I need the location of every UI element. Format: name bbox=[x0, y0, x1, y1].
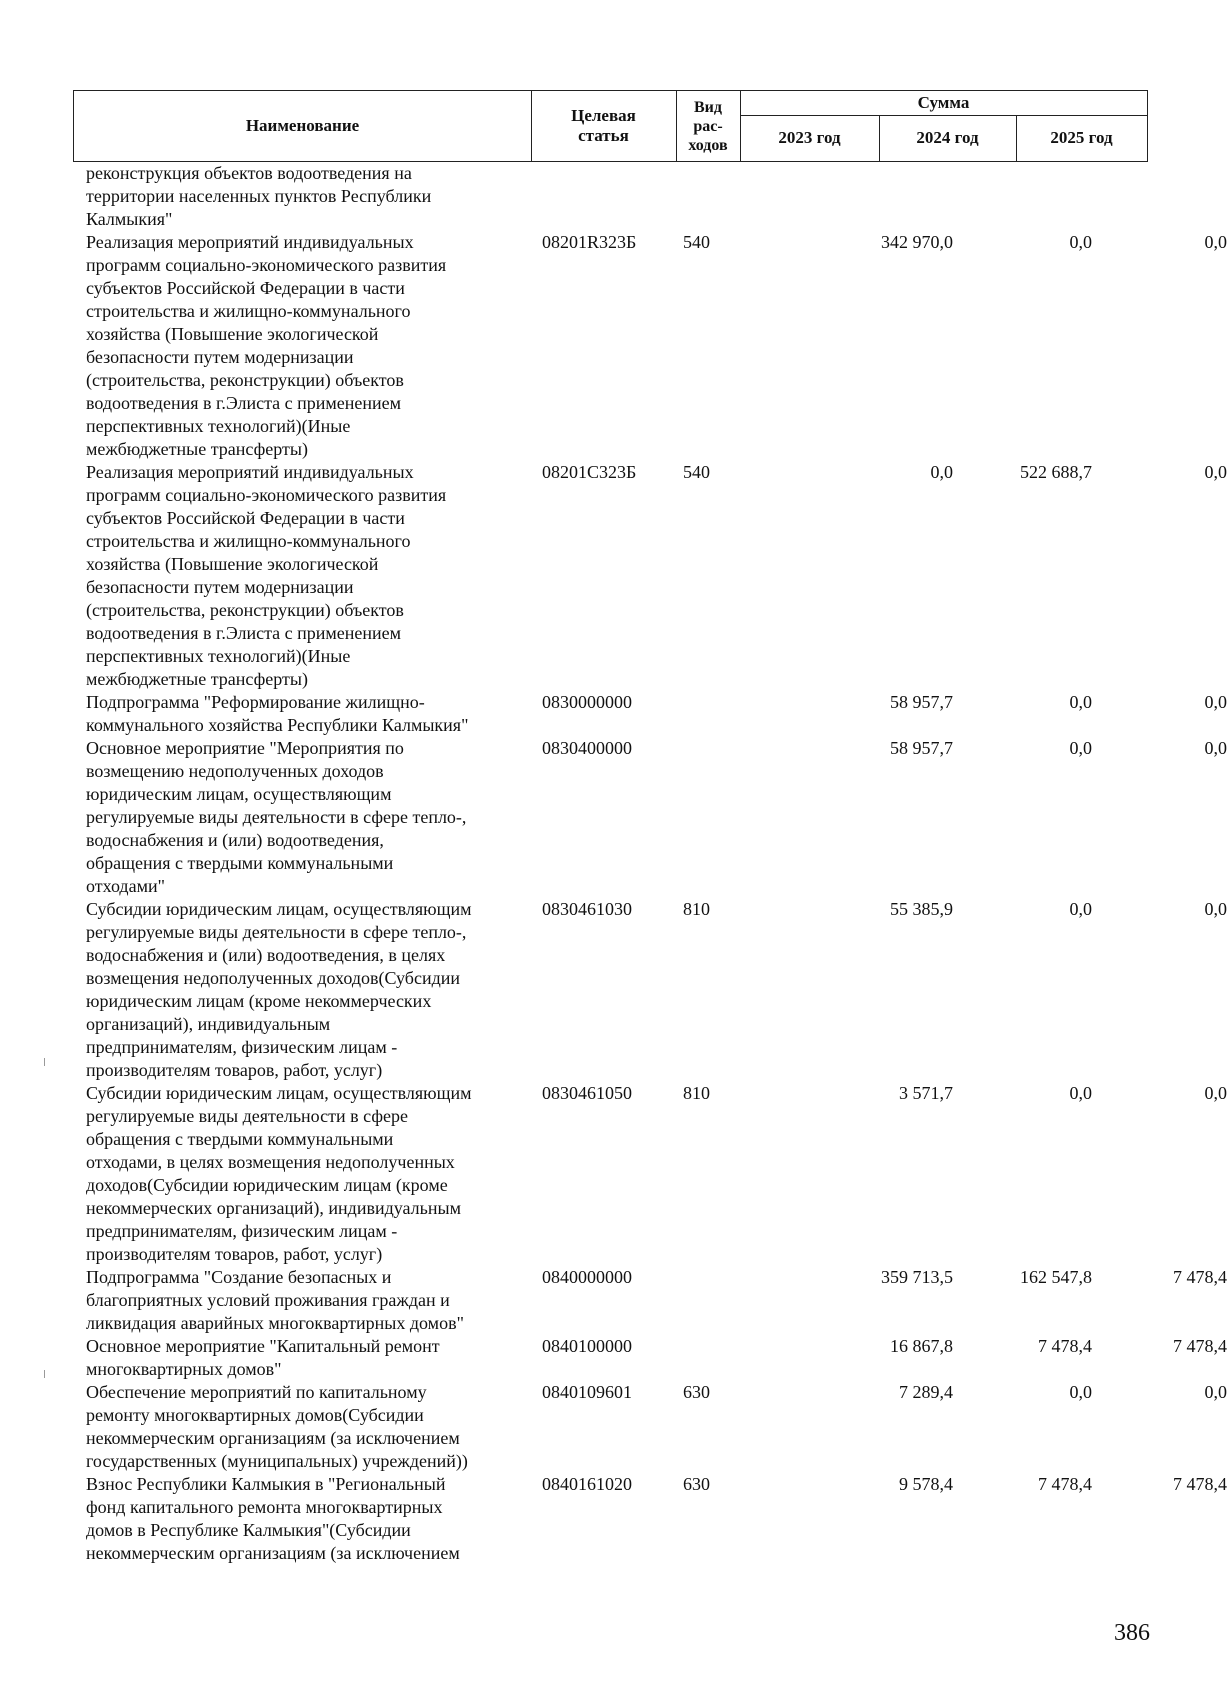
row-name: Субсидии юридическим лицам, осуществляющим регулируемые виды деятельности в сфере тепло-, водоснабжения и (или) водоотведения, в целях возмещения недополученных доходов(Субсидии юридическим лицам (кроме некоммерческих организаций), индивидуальным предпринимателям, физическим лицам - производителям товаров, работ, услуг) bbox=[86, 899, 472, 1080]
row-name: Реализация мероприятий индивидуальных программ социально-экономического развития субъектов Российской Федерации в части строительства и жилищно-коммунального хозяйства (Повышение экологической безопасности путем модернизации (строительства, реконструкции) объектов водоотведения в г.Элиста с применением перспективных технологий)(Иные межбюджетные трансферты) bbox=[86, 462, 447, 689]
row-code: 08201С323Б bbox=[542, 462, 637, 482]
row-2023: 0,0 bbox=[930, 462, 953, 482]
row-name: Основное мероприятие "Мероприятия по возмещению недополученных доходов юридическим лицам, осуществляющим регулируемые виды деятельности в сфере тепло-, водоснабжения и (или) водоотведения, обращения с твердыми коммунальными отходами" bbox=[86, 738, 467, 896]
table-row bbox=[86, 691, 1227, 737]
row-2023: 55 385,9 bbox=[890, 899, 953, 919]
row-name: Субсидии юридическим лицам, осуществляющим регулируемые виды деятельности в сфере обращения с твердыми коммунальными отходами, в целях возмещения недополученных доходов(Субсидии юридическим лицам (кроме некоммерческих организаций), индивидуальным предпринимателям, физическим лицам - производителям товаров, работ, услуг) bbox=[86, 1083, 472, 1264]
header-code: Целевая статья bbox=[571, 106, 636, 145]
row-code: 0830400000 bbox=[542, 738, 632, 758]
row-2024: 0,0 bbox=[1069, 692, 1092, 712]
table-row bbox=[86, 898, 1227, 1082]
row-2024: 0,0 bbox=[1069, 232, 1092, 252]
header-2024: 2024 год bbox=[916, 128, 979, 147]
row-code: 0830000000 bbox=[542, 692, 632, 712]
row-2023: 58 957,7 bbox=[890, 738, 953, 758]
scan-mark bbox=[44, 1058, 45, 1066]
header-2025: 2025 год bbox=[1050, 128, 1113, 147]
header-vid: Вид рас- ходов bbox=[688, 98, 728, 154]
row-2024: 7 478,4 bbox=[1038, 1336, 1092, 1356]
row-vid: 630 bbox=[683, 1474, 710, 1494]
row-2023: 58 957,7 bbox=[890, 692, 953, 712]
row-code: 0840100000 bbox=[542, 1336, 632, 1356]
table-row bbox=[86, 1335, 1227, 1381]
row-2023: 3 571,7 bbox=[899, 1083, 953, 1103]
page-number: 386 bbox=[1114, 1620, 1150, 1646]
row-2025: 0,0 bbox=[1204, 1083, 1227, 1103]
row-name: Обеспечение мероприятий по капитальному ремонту многоквартирных домов(Субсидии некоммерческим организациям (за исключением государственных (муниципальных) учреждений)) bbox=[86, 1382, 468, 1471]
row-2024: 0,0 bbox=[1069, 1083, 1092, 1103]
header-2023: 2023 год bbox=[778, 128, 841, 147]
row-2025: 0,0 bbox=[1204, 1382, 1227, 1402]
row-vid: 540 bbox=[683, 232, 710, 252]
header-sum: Сумма bbox=[917, 93, 970, 112]
row-2025: 0,0 bbox=[1204, 692, 1227, 712]
row-name: Реализация мероприятий индивидуальных программ социально-экономического развития субъектов Российской Федерации в части строительства и жилищно-коммунального хозяйства (Повышение экологической безопасности путем модернизации (строительства, реконструкции) объектов водоотведения в г.Элиста с применением перспективных технологий)(Иные межбюджетные трансферты) bbox=[86, 232, 447, 459]
table-row bbox=[86, 1082, 1227, 1266]
row-2025: 0,0 bbox=[1204, 899, 1227, 919]
row-2025: 7 478,4 bbox=[1173, 1267, 1227, 1287]
table-row bbox=[86, 162, 1166, 231]
row-name: Основное мероприятие "Капитальный ремонт многоквартирных домов" bbox=[86, 1336, 440, 1379]
table-row bbox=[86, 737, 1227, 898]
row-2025: 0,0 bbox=[1204, 232, 1227, 252]
row-code: 0840161020 bbox=[542, 1474, 632, 1494]
row-2024: 0,0 bbox=[1069, 899, 1092, 919]
row-2023: 359 713,5 bbox=[881, 1267, 953, 1287]
row-2024: 522 688,7 bbox=[1020, 462, 1092, 482]
row-2024: 7 478,4 bbox=[1038, 1474, 1092, 1494]
row-2024: 162 547,8 bbox=[1020, 1267, 1092, 1287]
row-name: Взнос Республики Калмыкия в "Региональный фонд капитального ремонта многоквартирных домов в Республике Калмыкия"(Субсидии некоммерческим организациям (за исключением bbox=[86, 1474, 460, 1563]
row-code: 0840000000 bbox=[542, 1267, 632, 1287]
row-name: Подпрограмма "Создание безопасных и благоприятных условий проживания граждан и ликвидация аварийных многоквартирных домов" bbox=[86, 1267, 464, 1333]
row-2025: 7 478,4 bbox=[1173, 1474, 1227, 1494]
table-row bbox=[86, 1381, 1227, 1473]
row-2023: 7 289,4 bbox=[899, 1382, 953, 1402]
row-2025: 0,0 bbox=[1204, 462, 1227, 482]
table-row bbox=[86, 231, 1227, 461]
table-row bbox=[86, 1266, 1227, 1335]
table-row bbox=[86, 1473, 1227, 1565]
row-vid: 810 bbox=[683, 1083, 710, 1103]
table-row bbox=[86, 461, 1227, 691]
row-2025: 0,0 bbox=[1204, 738, 1227, 758]
row-2024: 0,0 bbox=[1069, 738, 1092, 758]
scan-mark bbox=[44, 1370, 45, 1378]
row-name: Подпрограмма "Реформирование жилищно- коммунального хозяйства Республики Калмыкия" bbox=[86, 692, 469, 735]
row-2023: 342 970,0 bbox=[881, 232, 953, 252]
header-name: Наименование bbox=[245, 116, 360, 135]
row-vid: 630 bbox=[683, 1382, 710, 1402]
row-code: 0840109601 bbox=[542, 1382, 632, 1402]
row-2024: 0,0 bbox=[1069, 1382, 1092, 1402]
row-code: 08201R323Б bbox=[542, 232, 637, 252]
row-code: 0830461050 bbox=[542, 1083, 632, 1103]
row-2025: 7 478,4 bbox=[1173, 1336, 1227, 1356]
table-body bbox=[86, 162, 1227, 1565]
row-name: реконструкция объектов водоотведения на территории населенных пунктов Республики Калмыкия" bbox=[86, 163, 432, 229]
table-header bbox=[73, 90, 1148, 162]
row-vid: 540 bbox=[683, 462, 710, 482]
row-2023: 16 867,8 bbox=[890, 1336, 953, 1356]
row-code: 0830461030 bbox=[542, 899, 632, 919]
row-2023: 9 578,4 bbox=[899, 1474, 953, 1494]
row-vid: 810 bbox=[683, 899, 710, 919]
